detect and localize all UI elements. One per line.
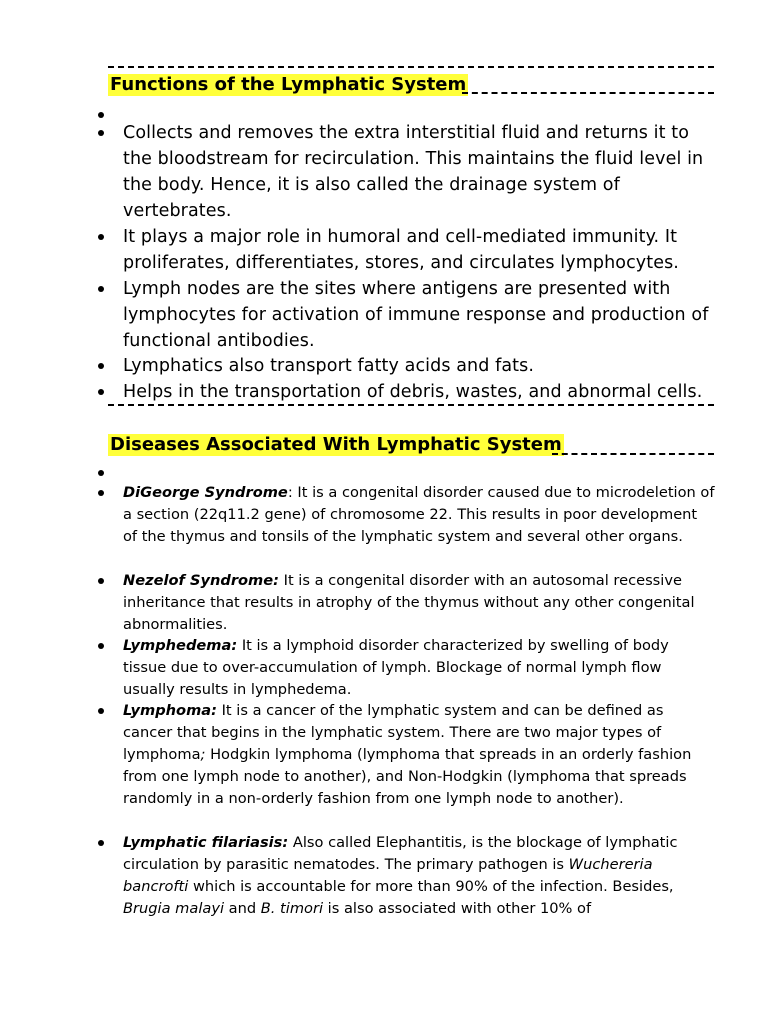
list-item-text <box>123 570 715 636</box>
disease-description: ; <box>200 746 206 763</box>
disease-term: Lymphatic filariasis: <box>123 834 289 851</box>
list-item-text <box>123 482 715 548</box>
bullet <box>98 578 104 584</box>
list-item-text: Helps in the transportation of debris, wastes, and abnormal cells. <box>123 382 703 402</box>
bullet <box>98 389 104 395</box>
species-name: Brugia malayi <box>123 900 225 917</box>
disease-description: and <box>224 900 261 917</box>
list-item-text: Lymph nodes are the sites where antigens are presented with lymphocytes for activation of immune response and production of functional antibodies. <box>123 279 709 351</box>
top-dashed-rule <box>108 66 714 68</box>
list-item-text: Lymphatics also transport fatty acids and fats. <box>123 356 535 376</box>
bullet <box>98 840 104 846</box>
bullet <box>98 286 104 292</box>
disease-description: : It is a congenital disorder caused due to microdeletion of a section (22q11.2 gene) of chromosome 22. This results in poor development of the thymus and tonsils of the lymphatic system and several other organs. <box>123 484 715 545</box>
disease-term: Lymphedema: <box>123 637 238 654</box>
heading-dashed-rule <box>552 453 714 455</box>
disease-term: Nezelof Syndrome: <box>123 572 279 589</box>
section-heading-functions: Functions of the Lymphatic System <box>110 74 467 95</box>
bullet <box>98 708 104 714</box>
bullet <box>98 363 104 369</box>
list-item-text <box>123 832 715 920</box>
bullet <box>98 234 104 240</box>
bullet <box>98 643 104 649</box>
bullet <box>98 470 104 476</box>
list-item-text: Collects and removes the extra interstitial fluid and returns it to the bloodstream for recirculation. This maintains the fluid level in the body. Hence, it is also called the drainage system of vertebrates. <box>123 123 704 221</box>
disease-term: Lymphoma: <box>123 702 217 719</box>
list-item-text: It plays a major role in humoral and cell-mediated immunity. It proliferates, differentiates, stores, and circulates lymphocytes. <box>123 227 679 273</box>
species-name: B. timori <box>260 900 324 917</box>
bullet <box>98 112 104 118</box>
disease-description: Also called Elephantitis, is the blockage of lymphatic circulation by parasitic nematodes. The primary pathogen is <box>123 834 678 873</box>
disease-description: It is a congenital disorder with an autosomal recessive inheritance that results in atrophy of the thymus without any other congenital abnormalities. <box>123 572 695 633</box>
disease-description: is also associated with other 10% of <box>323 900 592 917</box>
bullet <box>98 490 104 496</box>
section-dashed-rule <box>108 404 714 406</box>
disease-description: Hodgkin lymphoma (lymphoma that spreads in an orderly fashion from one lymph node to another), and Non-Hodgkin (lymphoma that spreads randomly in a non-orderly fashion from one lymph node to another). <box>123 746 692 807</box>
disease-term: DiGeorge Syndrome <box>123 484 288 501</box>
disease-description: It is a cancer of the lymphatic system and can be defined as cancer that begins in the lymphatic system. There are two major types of lymphoma <box>123 702 664 763</box>
bullet <box>98 130 104 136</box>
species-name: Wuchereria bancrofti <box>123 856 653 895</box>
heading-dashed-rule <box>462 92 714 94</box>
list-item-text <box>123 635 715 701</box>
disease-description: It is a lymphoid disorder characterized by swelling of body tissue due to over-accumulation of lymph. Blockage of normal lymph flow usually results in lymphedema. <box>123 637 669 698</box>
list-item-text <box>123 700 715 810</box>
section-heading-diseases: Diseases Associated With Lymphatic System <box>110 434 562 455</box>
disease-description: which is accountable for more than 90% of the infection. Besides, <box>188 878 674 895</box>
